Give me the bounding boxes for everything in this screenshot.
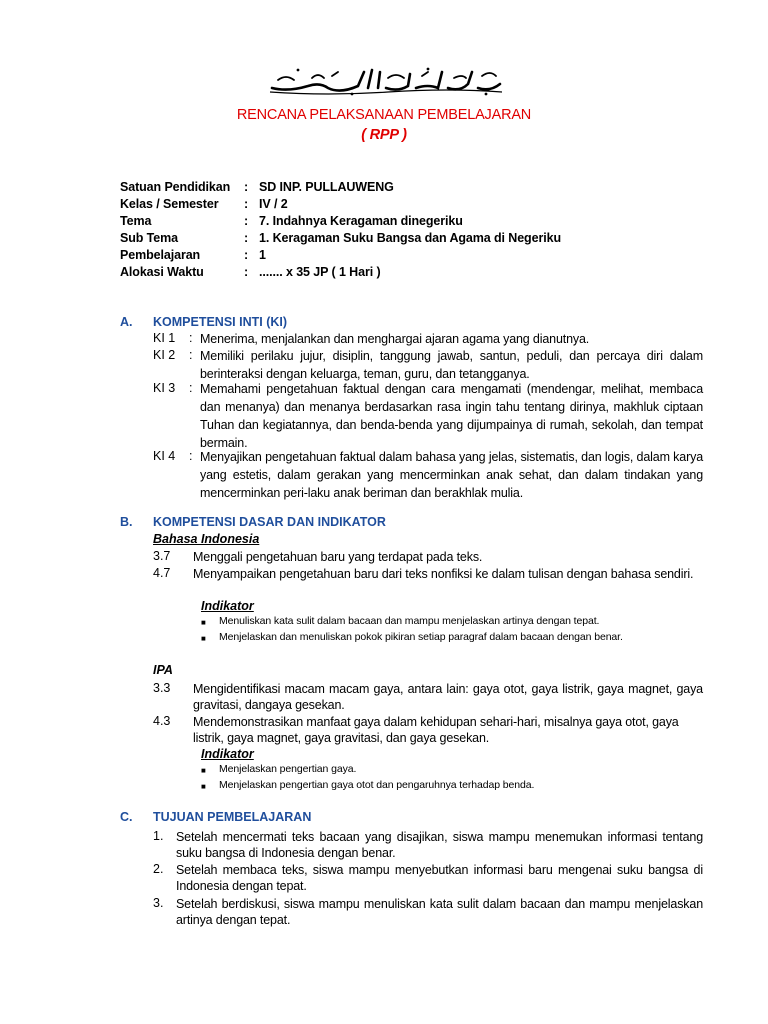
kd-number: 4.3 <box>153 714 171 728</box>
section-b-letter: B. <box>120 515 133 529</box>
kd-number: 4.7 <box>153 566 171 580</box>
indikator-heading: Indikator <box>201 747 254 761</box>
identity-colon: : <box>244 180 249 194</box>
indikator-item: Menuliskan kata sulit dalam bacaan dan mampu menjelaskan artinya dengan tepat. <box>219 615 600 627</box>
kd-text: Menyampaikan pengetahuan baru dari teks nonfiksi ke dalam tulisan dengan bahasa sendiri. <box>193 567 694 581</box>
document-subtitle: ( RPP ) <box>361 127 407 143</box>
identity-value: SD INP. PULLAUWENG <box>259 180 394 194</box>
ki-label: KI 4 <box>153 449 176 463</box>
section-a-letter: A. <box>120 315 133 329</box>
tujuan-number: 1. <box>153 829 164 843</box>
identity-label: Kelas / Semester <box>120 197 219 211</box>
identity-label: Alokasi Waktu <box>120 265 204 279</box>
ki-text: Menyajikan pengetahuan faktual dalam bahasa yang jelas, sistematis, dan logis, dalam karya yang estetis, dalam gerakan yang mencerminkan anak sehat, dan dalam tindakan yang mencerminkan peri-laku anak beriman dan berakhlak mulia. <box>200 450 703 500</box>
bismillah-calligraphy <box>268 66 504 96</box>
indikator-item: Menjelaskan dan menuliskan pokok pikiran setiap paragraf dalam bacaan dengan benar. <box>219 631 623 643</box>
identity-value: IV / 2 <box>259 197 288 211</box>
identity-colon: : <box>244 265 249 279</box>
kd-number: 3.7 <box>153 549 171 563</box>
indikator-item: Menjelaskan pengertian gaya otot dan pengaruhnya terhadap benda. <box>219 779 535 791</box>
ki-label: KI 2 <box>153 348 176 362</box>
bullet-icon: ■ <box>201 618 206 627</box>
subject-heading: IPA <box>153 663 173 677</box>
document-title: RENCANA PELAKSANAAN PEMBELAJARAN <box>236 107 532 123</box>
identity-label: Tema <box>120 214 152 228</box>
ki-label: KI 3 <box>153 381 176 395</box>
ki-label: KI 1 <box>153 331 176 345</box>
ki-colon: : <box>189 348 193 362</box>
bullet-icon: ■ <box>201 634 206 643</box>
identity-colon: : <box>244 214 249 228</box>
ki-colon: : <box>189 381 193 395</box>
bullet-icon: ■ <box>201 766 206 775</box>
section-b-title: KOMPETENSI DASAR DAN INDIKATOR <box>153 515 386 529</box>
indikator-item: Menjelaskan pengertian gaya. <box>219 763 357 775</box>
tujuan-number: 2. <box>153 862 164 876</box>
bullet-icon: ■ <box>201 782 206 791</box>
identity-value: 1. Keragaman Suku Bangsa dan Agama di Negeriku <box>259 231 561 245</box>
tujuan-text: Setelah membaca teks, siswa mampu menyebutkan informasi baru mengenai suku bangsa di Indonesia dengan tepat. <box>176 863 703 893</box>
ki-colon: : <box>189 449 193 463</box>
identity-colon: : <box>244 231 249 245</box>
section-c-letter: C. <box>120 810 133 824</box>
ki-colon: : <box>189 331 193 345</box>
identity-value: 1 <box>259 248 266 262</box>
identity-label: Sub Tema <box>120 231 179 245</box>
indikator-heading: Indikator <box>201 599 254 613</box>
kd-text: Menggali pengetahuan baru yang terdapat pada teks. <box>193 550 483 564</box>
kd-text: Mendemonstrasikan manfaat gaya dalam kehidupan sehari-hari, misalnya gaya otot, gaya listrik, gaya magnet, gaya gravitasi, dan gaya gesekan. <box>193 715 679 745</box>
section-c-title: TUJUAN PEMBELAJARAN <box>153 810 312 824</box>
ki-text: Memahami pengetahuan faktual dengan cara mengamati (mendengar, melihat, membaca dan menanya) dan menanya berdasarkan rasa ingin tahu tentang dirinya, makhluk ciptaan Tuhan dan kegiatannya, dan benda-benda yang dijumpainya di rumah, sekolah, dan tempat bermain. <box>200 382 703 450</box>
ki-text: Menerima, menjalankan dan menghargai ajaran agama yang dianutnya. <box>200 332 590 346</box>
identity-label: Pembelajaran <box>120 248 201 262</box>
tujuan-text: Setelah mencermati teks bacaan yang disajikan, siswa mampu menemukan informasi tentang suku bangsa di Indonesia dengan benar. <box>176 830 703 860</box>
identity-label: Satuan Pendidikan <box>120 180 231 194</box>
identity-value: ....... x 35 JP ( 1 Hari ) <box>259 265 381 279</box>
section-a-title: KOMPETENSI INTI (KI) <box>153 315 288 329</box>
identity-colon: : <box>244 248 249 262</box>
tujuan-number: 3. <box>153 896 164 910</box>
subject-heading: Bahasa Indonesia <box>153 532 260 546</box>
ki-text: Memiliki perilaku jujur, disiplin, tanggung jawab, santun, peduli, dan percaya diri dalam berinteraksi dengan keluarga, teman, guru, dan tetangganya. <box>200 349 703 381</box>
identity-value: 7. Indahnya Keragaman dinegeriku <box>259 214 463 228</box>
identity-colon: : <box>244 197 249 211</box>
tujuan-text: Setelah berdiskusi, siswa mampu menuliskan kata sulit dalam bacaan dan mampu menjelaskan artinya dengan tepat. <box>176 897 703 927</box>
kd-text: Mengidentifikasi macam macam gaya, antara lain: gaya otot, gaya listrik, gaya magnet, gaya gravitasi, dangaya gesekan. <box>193 682 703 712</box>
kd-number: 3.3 <box>153 681 171 695</box>
